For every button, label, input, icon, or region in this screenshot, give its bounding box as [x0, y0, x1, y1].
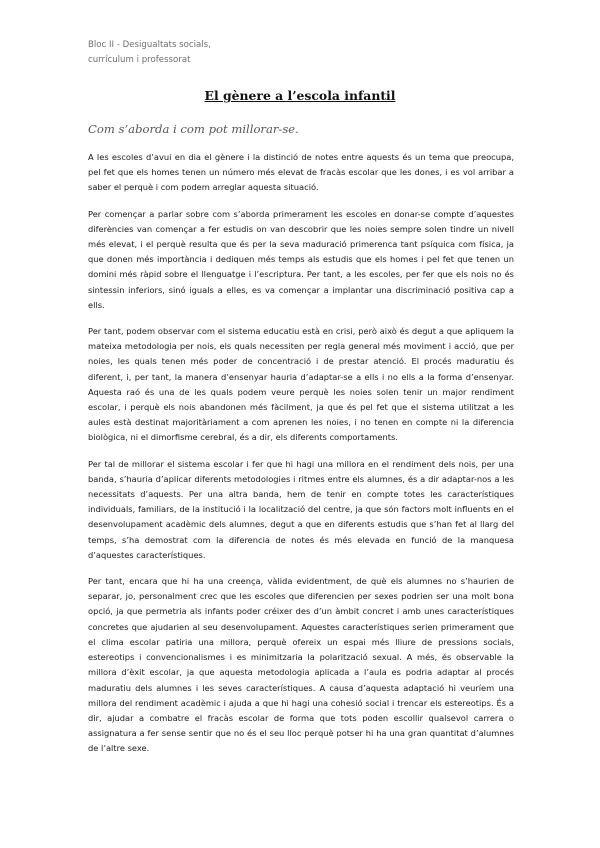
- paragraph-1: A les escoles d’avui en dia el gènere i la distinció de notes entre aquests és un tema que preocupa, pel fet que els homes tenen un número més elevat de fracàs escolar que les dones, i es vol arribar a saber el perquè i com podem arreglar aquesta situació.: [88, 152, 514, 193]
- document-body: [88, 150, 514, 768]
- paragraph-5: Per tant, encara que hi ha una creença, vàlida evidentment, de què els alumnes no s’haurien de separar, jo, personalment crec que les escoles que diferencien per sexes podrien ser una molt bona opció, ja que permetria als infants poder créixer des d’un àmbit concret i amb unes característiques concretes que ajudarien al seu desenvolupament. Aquestes característiques serien primerament que el clima escolar patiria una millora, perquè ofereix un espai més lliure de pressions socials, estereotips i convencionalismes i es minimitzaria la polarització sexual. A més, és observable la millora d’èxit escolar, ja que aquesta metodologia aplicada a l’aula es podria adaptar al procés maduratiu dels alumnes i les seves característiques. A causa d’aquesta adaptació hi veuríem una millora del rendiment acadèmic i ajuda a que hi hagi una cohesió social i trencar els estereotips. És a dir, ajudar a combatre el fracàs escolar de forma que tots poden escollir qualsevol carrera o assignatura a fer sense sentir que no és el seu lloc perquè potser hi ha una gran quantitat d’alumnes de l’altre sexe.: [88, 576, 514, 754]
- paragraph-2: Per començar a parlar sobre com s’aborda primerament les escoles en donar-se compte d’aquestes diferències van començar a fer estudis on van descobrir que les noies sempre solen tindre un nivell més elevat, i el perquè resulta que és per la seva maduració primerenca tant psíquica com física, ja que donen més importància i dediquen més temps als estudis que els homes i pel fet que tenen un domini més ràpid sobre el llenguatge i l’escriptura. Per tant, a les escoles, per fer que els nois no és sintessin inferiors, sinó iguals a elles, es va començar a implantar una discriminació positiva cap a ells.: [88, 208, 514, 310]
- document-title: El gènere a l’escola infantil: [204, 88, 396, 103]
- header-line-2: currículum i professorat: [88, 55, 191, 65]
- header-line-1: Bloc II - Desigualtats socials,: [88, 40, 211, 50]
- paragraph-4: Per tal de millorar el sistema escolar i fer que hi hagi una millora en el rendiment dels nois, per una banda, s’hauria d’aplicar diferents metodologies i ritmes entre els alumnes, és a dir adaptar-nos a les necessitats d’aquests. Per una altra banda, hem de tenir en compte totes les característiques individuals, familiars, de la institució i la localització del centre, ja que són factors molt influents en el desenvolupament acadèmic dels alumnes, degut a que en diferents estudis que s’han fet al llarg del temps, s’ha demostrat com la diferencia de notes és més elevada en funció de la manquesa d’aquestes característiques.: [88, 458, 514, 560]
- paragraph-3: Per tant, podem observar com el sistema educatiu està en crisi, però això és degut a que apliquem la mateixa metodologia per nois, els quals necessiten per regla general més moviment i acció, que per noies, les quals tenen més poder de concentració i de prestar atenció. El procés maduratiu és diferent, i, per tant, la manera d’ensenyar hauria d’adaptar-se a ells i no ells a la forma d’ensenyar. Aquesta raó és una de les quals podem veure perquè les noies solen tenir un major rendiment escolar, i perquè els nois abandonen més fàcilment, ja que és pel fet que el sistema utilitzat a les aules està destinat majoritàriament a com aprenen les noies, i no tenen en compte ni la diferencia biològica, ni el dimorfisme cerebral, és a dir, els diferents comportaments.: [88, 326, 514, 443]
- page-header: [88, 38, 388, 68]
- document-subtitle: Com s’aborda i com pot millorar-se.: [88, 122, 299, 136]
